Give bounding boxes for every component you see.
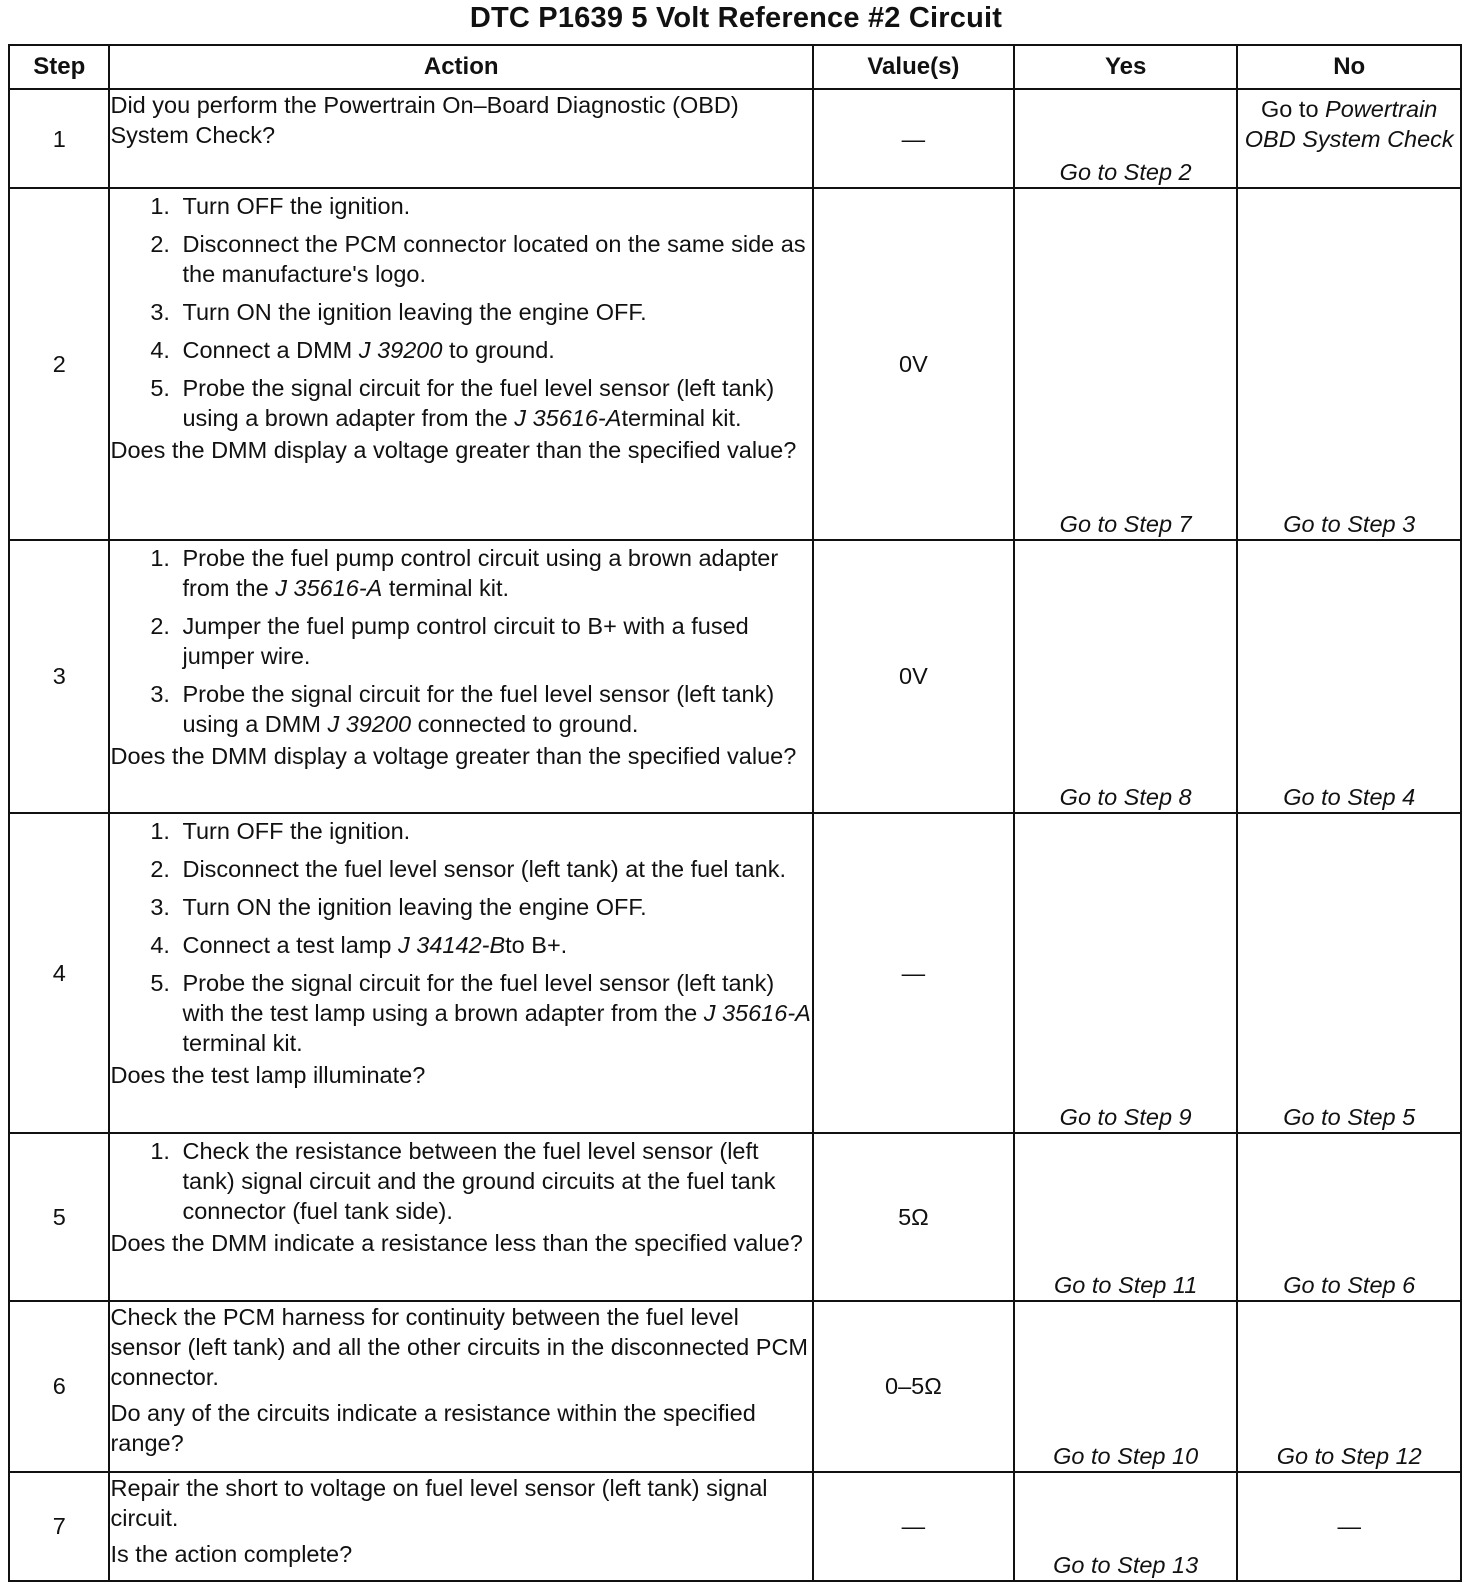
action-question: Does the test lamp illuminate?: [110, 1062, 426, 1089]
item-text: terminal kit.: [621, 405, 742, 432]
item-text: Probe the signal circuit for the fuel level sensor (left tank) using a DMM: [182, 680, 775, 737]
action-question: Does the DMM indicate a resistance less than the specified value?: [110, 1230, 803, 1257]
value-cell: 0–5Ω: [813, 1301, 1014, 1471]
yes-result: Go to Step 7: [1014, 188, 1238, 539]
step-number: 1: [9, 89, 109, 188]
table-row: [9, 1301, 1461, 1471]
table-row: [9, 813, 1461, 1133]
list-item: 2. Jumper the fuel pump control circuit to B+ with a fused jumper wire.: [176, 611, 811, 671]
list-item: [176, 543, 811, 603]
list-item: [176, 335, 811, 365]
list-item: 1. Turn OFF the ignition.: [176, 191, 811, 221]
step-number: 2: [9, 188, 109, 539]
tool-number: J 39200: [358, 337, 443, 364]
item-text: Probe the signal circuit for the fuel level sensor (left tank) with the test lamp using a brown adapter from the: [182, 970, 775, 1027]
list-item: [176, 679, 811, 739]
yes-result: Go to Step 8: [1014, 540, 1238, 813]
item-text: Probe the fuel pump control circuit using a brown adapter from the: [182, 544, 779, 601]
list-item: 1. Turn OFF the ignition.: [176, 816, 811, 846]
item-text: Connect a test lamp: [182, 932, 399, 959]
no-result-prefix: Go to: [1261, 96, 1326, 122]
action-text: Repair the short to voltage on fuel level sensor (left tank) signal circuit.: [110, 1474, 768, 1531]
no-result: [1237, 89, 1461, 188]
action-text: Did you perform the Powertrain On–Board Diagnostic (OBD) System Check?: [110, 92, 739, 148]
list-item: [176, 930, 811, 960]
list-item: 1. Check the resistance between the fuel level sensor (left tank) signal circuit and the ground circuits at the fuel tank connector (fuel tank side).: [176, 1136, 811, 1226]
tool-number: J 39200: [327, 710, 412, 737]
tool-number: J 35616-A: [703, 1000, 811, 1027]
action-cell: [109, 188, 812, 539]
header-step: Step: [9, 45, 109, 89]
no-result: Go to Step 6: [1237, 1133, 1461, 1301]
table-header-row: [9, 45, 1461, 89]
no-result: Go to Step 12: [1237, 1301, 1461, 1471]
step-number: 6: [9, 1301, 109, 1471]
item-text: terminal kit.: [382, 574, 510, 601]
action-cell: [109, 89, 812, 188]
action-steps-list: [110, 816, 811, 1058]
list-item: 3. Turn ON the ignition leaving the engine OFF.: [176, 892, 811, 922]
item-text: terminal kit.: [182, 1030, 303, 1057]
action-cell: [109, 1301, 812, 1471]
table-row: [9, 188, 1461, 539]
step-number: 5: [9, 1133, 109, 1301]
value-cell: 0V: [813, 540, 1014, 813]
value-cell: —: [813, 813, 1014, 1133]
table-row: [9, 540, 1461, 813]
no-result: —: [1237, 1472, 1461, 1581]
action-cell: [109, 540, 812, 813]
header-no: No: [1237, 45, 1461, 89]
item-text: connected to ground.: [411, 710, 639, 737]
page-title: DTC P1639 5 Volt Reference #2 Circuit: [469, 2, 1003, 34]
step-number: 4: [9, 813, 109, 1133]
value-cell: 0V: [813, 188, 1014, 539]
header-yes: Yes: [1014, 45, 1238, 89]
tool-number: J 35616-A: [514, 405, 622, 432]
list-item: 2. Disconnect the fuel level sensor (left tank) at the fuel tank.: [176, 854, 811, 884]
yes-result: Go to Step 9: [1014, 813, 1238, 1133]
action-steps-list: [110, 543, 811, 739]
action-steps-list: [110, 191, 811, 433]
step-number: 7: [9, 1472, 109, 1581]
list-item: [176, 968, 811, 1058]
action-text: Check the PCM harness for continuity between the fuel level sensor (left tank) and all the other circuits in the disconnected PCM connector.: [110, 1304, 808, 1391]
list-item: [176, 373, 811, 433]
action-steps-list: [110, 1136, 811, 1226]
header-action: Action: [109, 45, 812, 89]
action-question: Does the DMM display a voltage greater than the specified value?: [110, 437, 797, 464]
tool-number: J 35616-A: [275, 574, 383, 601]
action-cell: [109, 1472, 812, 1581]
yes-result: Go to Step 13: [1014, 1472, 1238, 1581]
table-row: [9, 1133, 1461, 1301]
item-text: to B+.: [505, 932, 568, 959]
list-item: 2. Disconnect the PCM connector located on the same side as the manufacture's logo.: [176, 229, 811, 289]
diagnostic-table: [8, 44, 1462, 1582]
no-result: Go to Step 5: [1237, 813, 1461, 1133]
item-text: Probe the signal circuit for the fuel level sensor (left tank) using a brown adapter from the: [182, 375, 775, 432]
action-question: Do any of the circuits indicate a resistance within the specified range?: [110, 1400, 756, 1457]
list-item: 3. Turn ON the ignition leaving the engine OFF.: [176, 297, 811, 327]
action-question: Is the action complete?: [110, 1540, 353, 1567]
no-result: Go to Step 3: [1237, 188, 1461, 539]
yes-result: Go to Step 10: [1014, 1301, 1238, 1471]
action-question: Does the DMM display a voltage greater than the specified value?: [110, 742, 797, 769]
header-values: Value(s): [813, 45, 1014, 89]
step-number: 3: [9, 540, 109, 813]
yes-result: Go to Step 11: [1014, 1133, 1238, 1301]
item-text: to ground.: [442, 337, 555, 364]
yes-result: Go to Step 2: [1014, 89, 1238, 188]
value-cell: 5Ω: [813, 1133, 1014, 1301]
tool-number: J 34142-B: [398, 932, 506, 959]
table-row: [9, 1472, 1461, 1581]
action-cell: [109, 813, 812, 1133]
item-text: Connect a DMM: [182, 337, 359, 364]
action-cell: [109, 1133, 812, 1301]
value-cell: —: [813, 89, 1014, 188]
table-row: [9, 89, 1461, 188]
no-result-link: Powertrain OBD System Check: [1244, 96, 1454, 152]
value-cell: —: [813, 1472, 1014, 1581]
no-result: Go to Step 4: [1237, 540, 1461, 813]
